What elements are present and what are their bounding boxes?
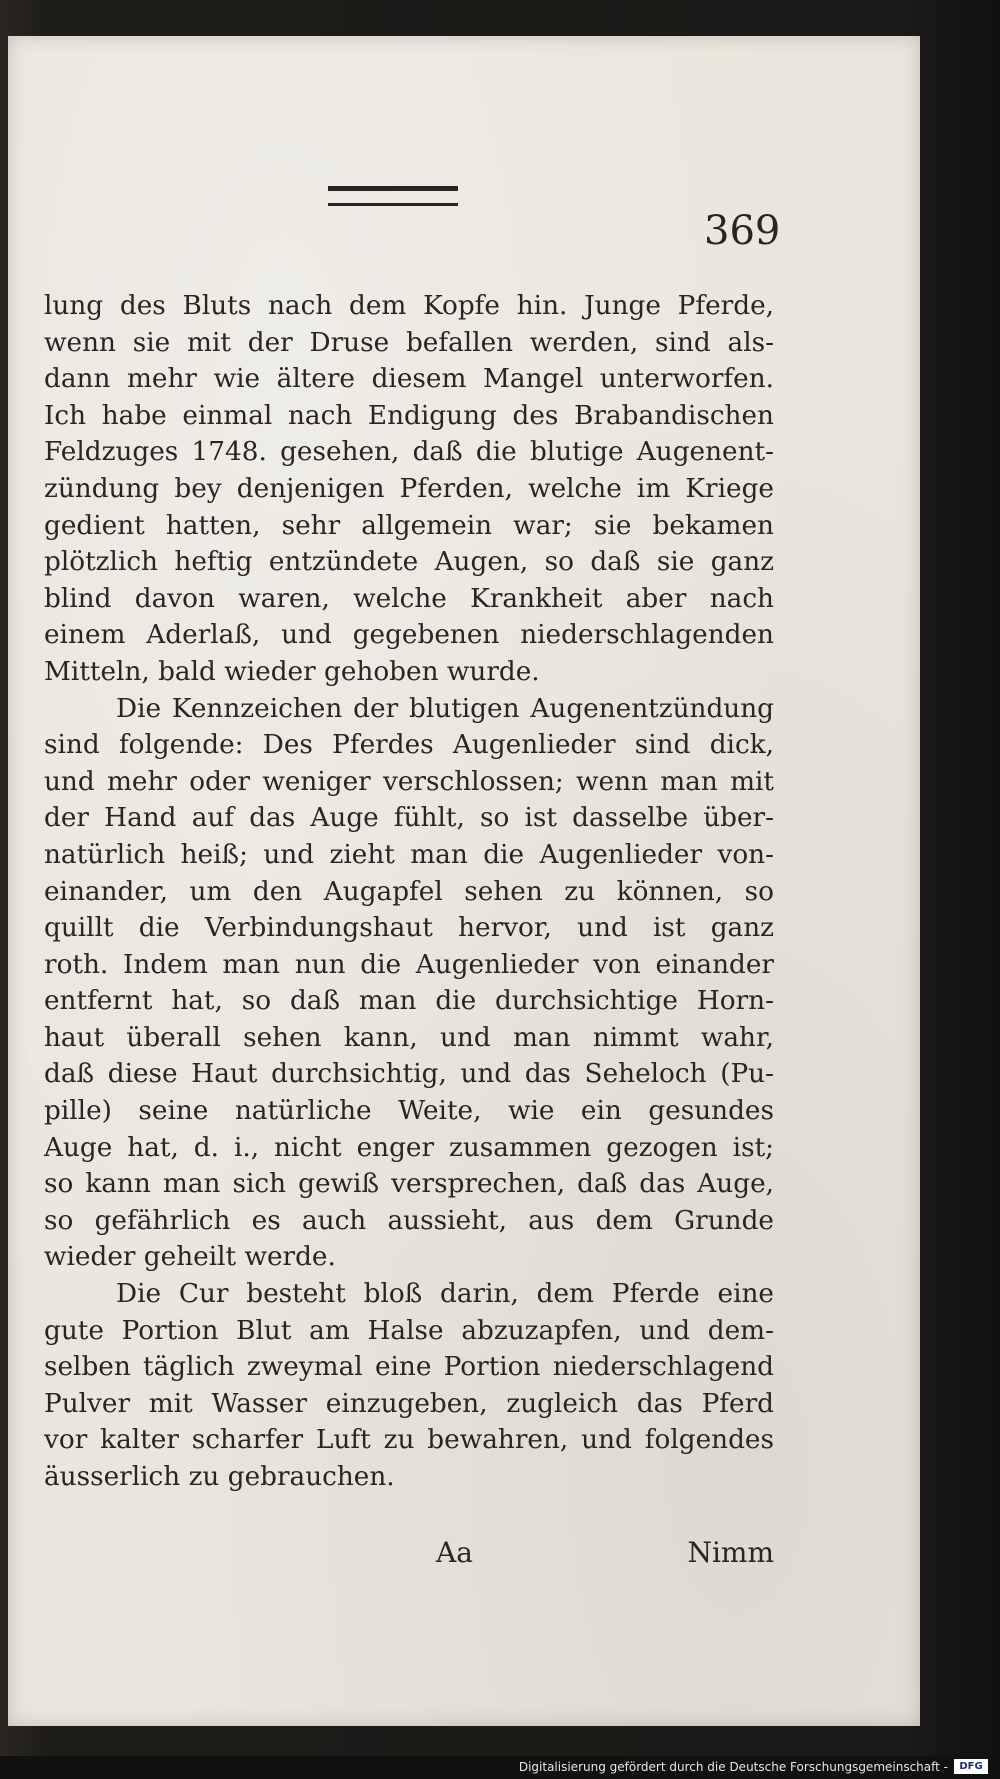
text-line: gedient hatten, sehr allgemein war; sie bekamen xyxy=(44,510,774,541)
funding-credit: Digitalisierung gefördert durch die Deutsche Forschungsgemeinschaft - xyxy=(518,1760,948,1774)
page-number: 369 xyxy=(704,208,781,254)
signature-mark: Aa xyxy=(436,1536,473,1569)
text-line: selben täglich zweymal eine Portion niederschlagend xyxy=(44,1352,774,1383)
text-line: lung des Bluts nach dem Kopfe hin. Junge Pferde, xyxy=(44,291,774,321)
text-line: daß diese Haut durchsichtig, und das Seheloch (Pu- xyxy=(44,1059,774,1090)
text-line: gute Portion Blut am Halse abzuzapfen, und dem- xyxy=(44,1315,774,1346)
text-line: pille) seine natürliche Weite, wie ein gesundes xyxy=(44,1096,774,1127)
text-line: und mehr oder weniger verschlossen; wenn man mit xyxy=(44,766,774,797)
text-line: Pulver mit Wasser einzugeben, zugleich das Pferd xyxy=(44,1388,774,1419)
text-line: vor kalter scharfer Luft zu bewahren, und folgendes xyxy=(44,1425,774,1456)
text-line: äusserlich zu gebrauchen. xyxy=(44,1462,395,1492)
text-line: einem Aderlaß, und gegebenen niederschlagenden xyxy=(44,620,774,651)
text-line: zündung bey denjenigen Pferden, welche im Kriege xyxy=(44,473,774,504)
text-line: dann mehr wie ältere diesem Mangel unterworfen. xyxy=(44,364,774,395)
header-rule xyxy=(328,186,458,206)
book-page xyxy=(8,36,920,1726)
text-line: so kann man sich gewiß versprechen, daß das Auge, xyxy=(44,1169,774,1200)
page-footer-line xyxy=(44,1536,774,1576)
text-line: Feldzuges 1748. gesehen, daß die blutige Augenent- xyxy=(44,437,774,468)
catchword: Nimm xyxy=(687,1536,774,1569)
text-line: Die Kennzeichen der blutigen Augenentzündung xyxy=(116,693,774,724)
text-line: der Hand auf das Auge fühlt, so ist dasselbe über- xyxy=(44,803,774,834)
text-line: roth. Indem man nun die Augenlieder von einander xyxy=(44,949,774,980)
text-line: plötzlich heftig entzündete Augen, so daß sie ganz xyxy=(44,547,774,578)
text-line: sind folgende: Des Pferdes Augenlieder sind dick, xyxy=(44,730,774,761)
text-line: haut überall sehen kann, und man nimmt wahr, xyxy=(44,1022,774,1053)
text-line: Ich habe einmal nach Endigung des Brabandischen xyxy=(44,400,774,431)
text-line: entfernt hat, so daß man die durchsichtige Horn- xyxy=(44,986,774,1017)
text-line: natürlich heiß; und zieht man die Augenlieder von- xyxy=(44,839,774,870)
text-line: Mitteln, bald wieder gehoben wurde. xyxy=(44,656,540,687)
text-line: wenn sie mit der Druse befallen werden, sind als- xyxy=(44,327,774,358)
text-line: quillt die Verbindungshaut hervor, und ist ganz xyxy=(44,913,774,944)
body-text xyxy=(44,288,774,1496)
dfg-logo: DFG xyxy=(954,1759,988,1774)
text-line: Die Cur besteht bloß darin, dem Pferde eine xyxy=(116,1279,774,1310)
text-line: Auge hat, d. i., nicht enger zusammen gezogen ist; xyxy=(44,1132,774,1163)
text-line: so gefährlich es auch aussieht, aus dem Grunde xyxy=(44,1205,774,1236)
text-line: blind davon waren, welche Krankheit aber nach xyxy=(44,583,774,614)
text-line: einander, um den Augapfel sehen zu können, so xyxy=(44,876,774,907)
funding-footer xyxy=(0,1756,1000,1779)
text-line: wieder geheilt werde. xyxy=(44,1242,336,1273)
